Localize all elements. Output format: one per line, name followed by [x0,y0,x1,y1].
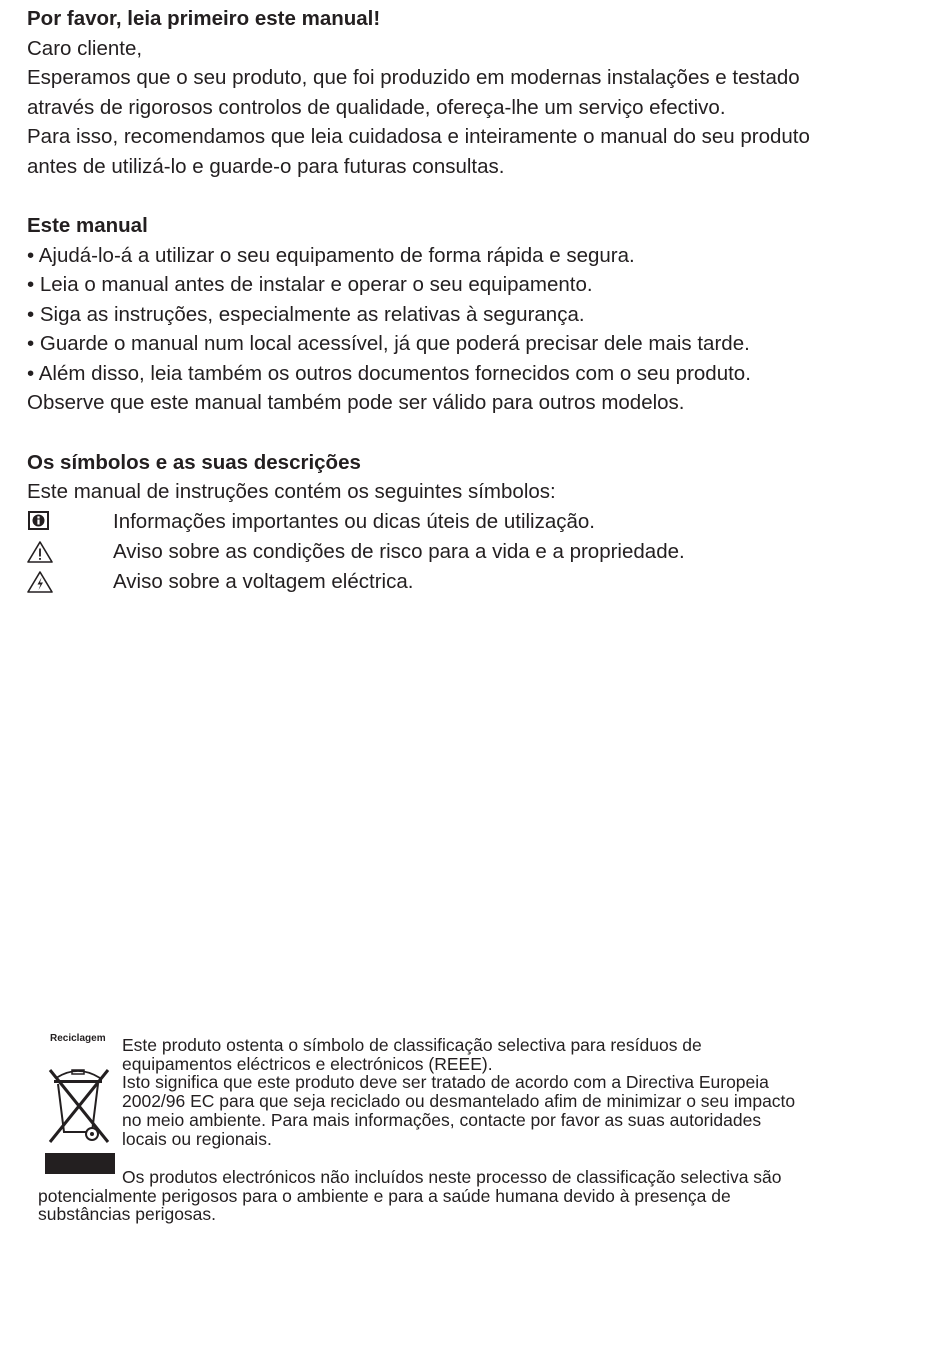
spacer [27,181,907,211]
manual-bullet: • Leia o manual antes de instalar e operar o seu equipamento. [27,273,593,296]
symbol-description: Aviso sobre a voltagem eléctrica. [113,569,414,593]
info-icon [27,510,53,534]
manual-note: Observe que este manual também pode ser válido para outros modelos. [27,391,685,414]
recycling-line: no meio ambiente. Para mais informações, contacte por favor as suas autoridades [122,1109,762,1130]
manual-bullet: • Além disso, leia também os outros documentos fornecidos com o seu produto. [27,361,751,385]
symbol-description: Informações importantes ou dicas úteis de utilização. [113,509,596,533]
recycling-tail-line: potencialmente perigosos para o ambiente e para a saúde humana devido à presença de [38,1185,731,1206]
symbols-intro: Este manual de instruções contém os seguintes símbolos: [27,480,556,503]
symbol-row-electric [27,567,907,597]
intro-line: Para isso, recomendamos que leia cuidadosa e inteiramente o manual do seu produto [27,125,810,148]
intro-line: Esperamos que o seu produto, que foi produzido em modernas instalações e testado [27,66,800,89]
crossed-bin-icon [42,1050,114,1145]
recycling-line: equipamentos eléctricos e electrónicos (REEE). [122,1053,493,1074]
spacer [27,418,907,448]
recycling-text [122,1036,838,1148]
symbols-heading: Os símbolos e as suas descrições [27,450,361,474]
recycling-tail-line: substâncias perigosas. [38,1204,217,1225]
symbol-description: Aviso sobre as condições de risco para a vida e a propriedade. [113,539,685,563]
recycling-line: Este produto ostenta o símbolo de classificação selectiva para resíduos de [122,1035,702,1055]
intro-line: antes de utilizá-lo e guarde-o para futuras consultas. [27,154,505,178]
warning-icon [27,540,53,564]
manual-bullet: • Guarde o manual num local acessível, já que poderá precisar dele mais tarde. [27,332,750,355]
recycling-tail [38,1168,838,1224]
greeting: Caro cliente, [27,36,143,60]
symbol-row-warning [27,537,907,567]
manual-bullet: • Ajudá-lo-á a utilizar o seu equipamento de forma rápida e segura. [27,243,635,267]
recycling-tail-line: Os produtos electrónicos não incluídos neste processo de classificação selectiva são [122,1167,782,1187]
main-content [27,4,907,597]
manual-bullet: • Siga as instruções, especialmente as relativas à segurança. [27,302,585,326]
recycling-line: 2002/96 EC para que seja reciclado ou desmantelado afim de minimizar o seu impacto [122,1091,796,1112]
recycling-line: locais ou regionais. [122,1128,272,1149]
manual-heading: Este manual [27,214,148,237]
intro-heading: Por favor, leia primeiro este manual! [27,7,381,30]
symbol-row-info [27,507,907,537]
intro-line: através de rigorosos controlos de qualidade, ofereça-lhe um serviço efectivo. [27,95,726,119]
electric-warning-icon [27,570,53,594]
recycling-label: Reciclagem [50,1033,106,1044]
recycling-line: Isto significa que este produto deve ser tratado de acordo com a Directiva Europeia [122,1072,769,1093]
